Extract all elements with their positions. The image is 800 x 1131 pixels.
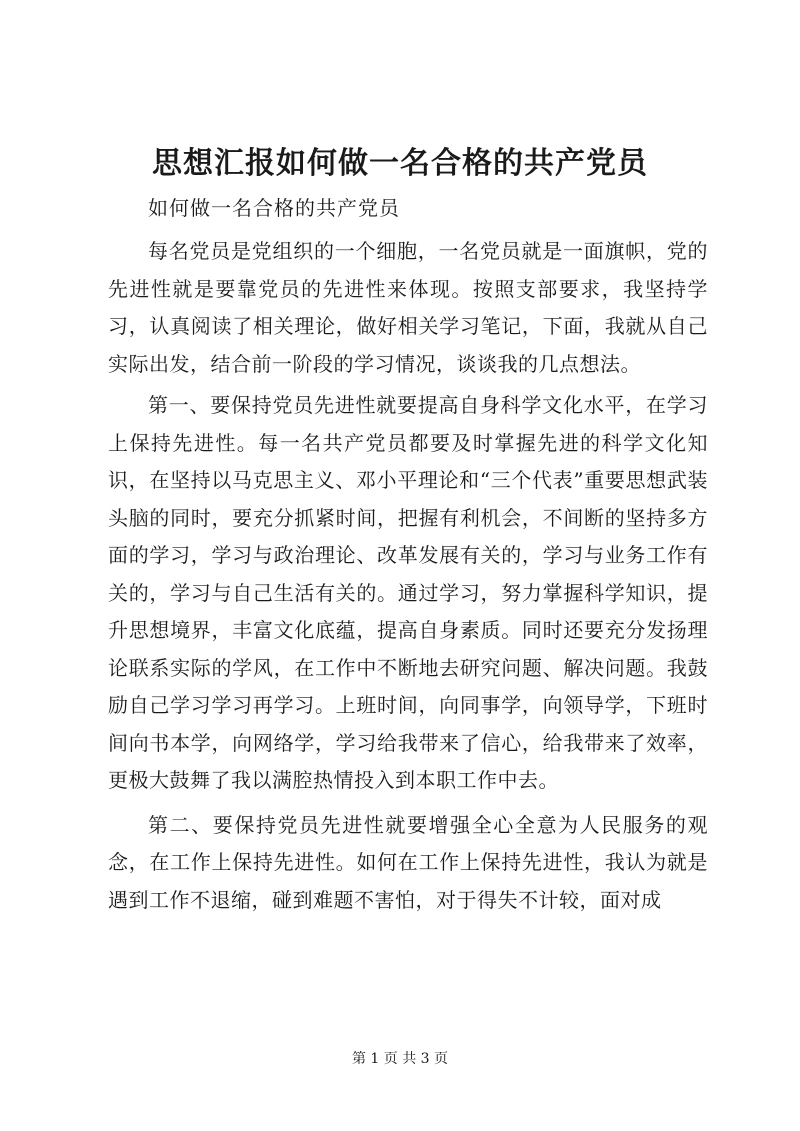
document-subtitle: 如何做一名合格的共产党员 bbox=[148, 196, 400, 220]
page-number-footer: 第 1 页 共 3 页 bbox=[351, 1051, 449, 1067]
document-title: 思想汇报如何做一名合格的共产党员 bbox=[152, 146, 648, 181]
paragraph-1: 每名党员是党组织的一个细胞，一名党员就是一面旗帜，党的先进性就是要靠党员的先进性来体现。按照支部要求，我坚持学习，认真阅读了相关理论，做好相关学习笔记，下面，我就从自己实际出发，结合前一阶段的学习情况，谈谈我的几点想法。 bbox=[108, 239, 708, 376]
paragraph-3: 第二、要保持党员先进性就要增强全心全意为人民服务的观念，在工作上保持先进性。如何在工作上保持先进性，我认为就是遇到工作不退缩，碰到难题不害怕，对于得失不计较，面对成 bbox=[108, 812, 708, 912]
document-body bbox=[108, 233, 708, 923]
paragraph-2: 第一、要保持党员先进性就要提高自身科学文化水平，在学习上保持先进性。每一名共产党员都要及时掌握先进的科学文化知识，在坚持以马克思主义、邓小平理论和“三个代表”重要思想武装头脑的同时，要充分抓紧时间，把握有利机会，不间断的坚持多方面的学习，学习与政治理论、改革发展有关的，学习与业务工作有关的，学习与自己生活有关的。通过学习，努力掌握科学知识，提升思想境界，丰富文化底蕴，提高自身素质。同时还要充分发扬理论联系实际的学风，在工作中不断地去研究问题、解决问题。我鼓励自己学习学习再学习。上班时间，向同事学，向领导学，下班时间向书本学，向网络学，学习给我带来了信心，给我带来了效率，更极大鼓舞了我以满腔热情投入到本职工作中去。 bbox=[108, 393, 708, 792]
